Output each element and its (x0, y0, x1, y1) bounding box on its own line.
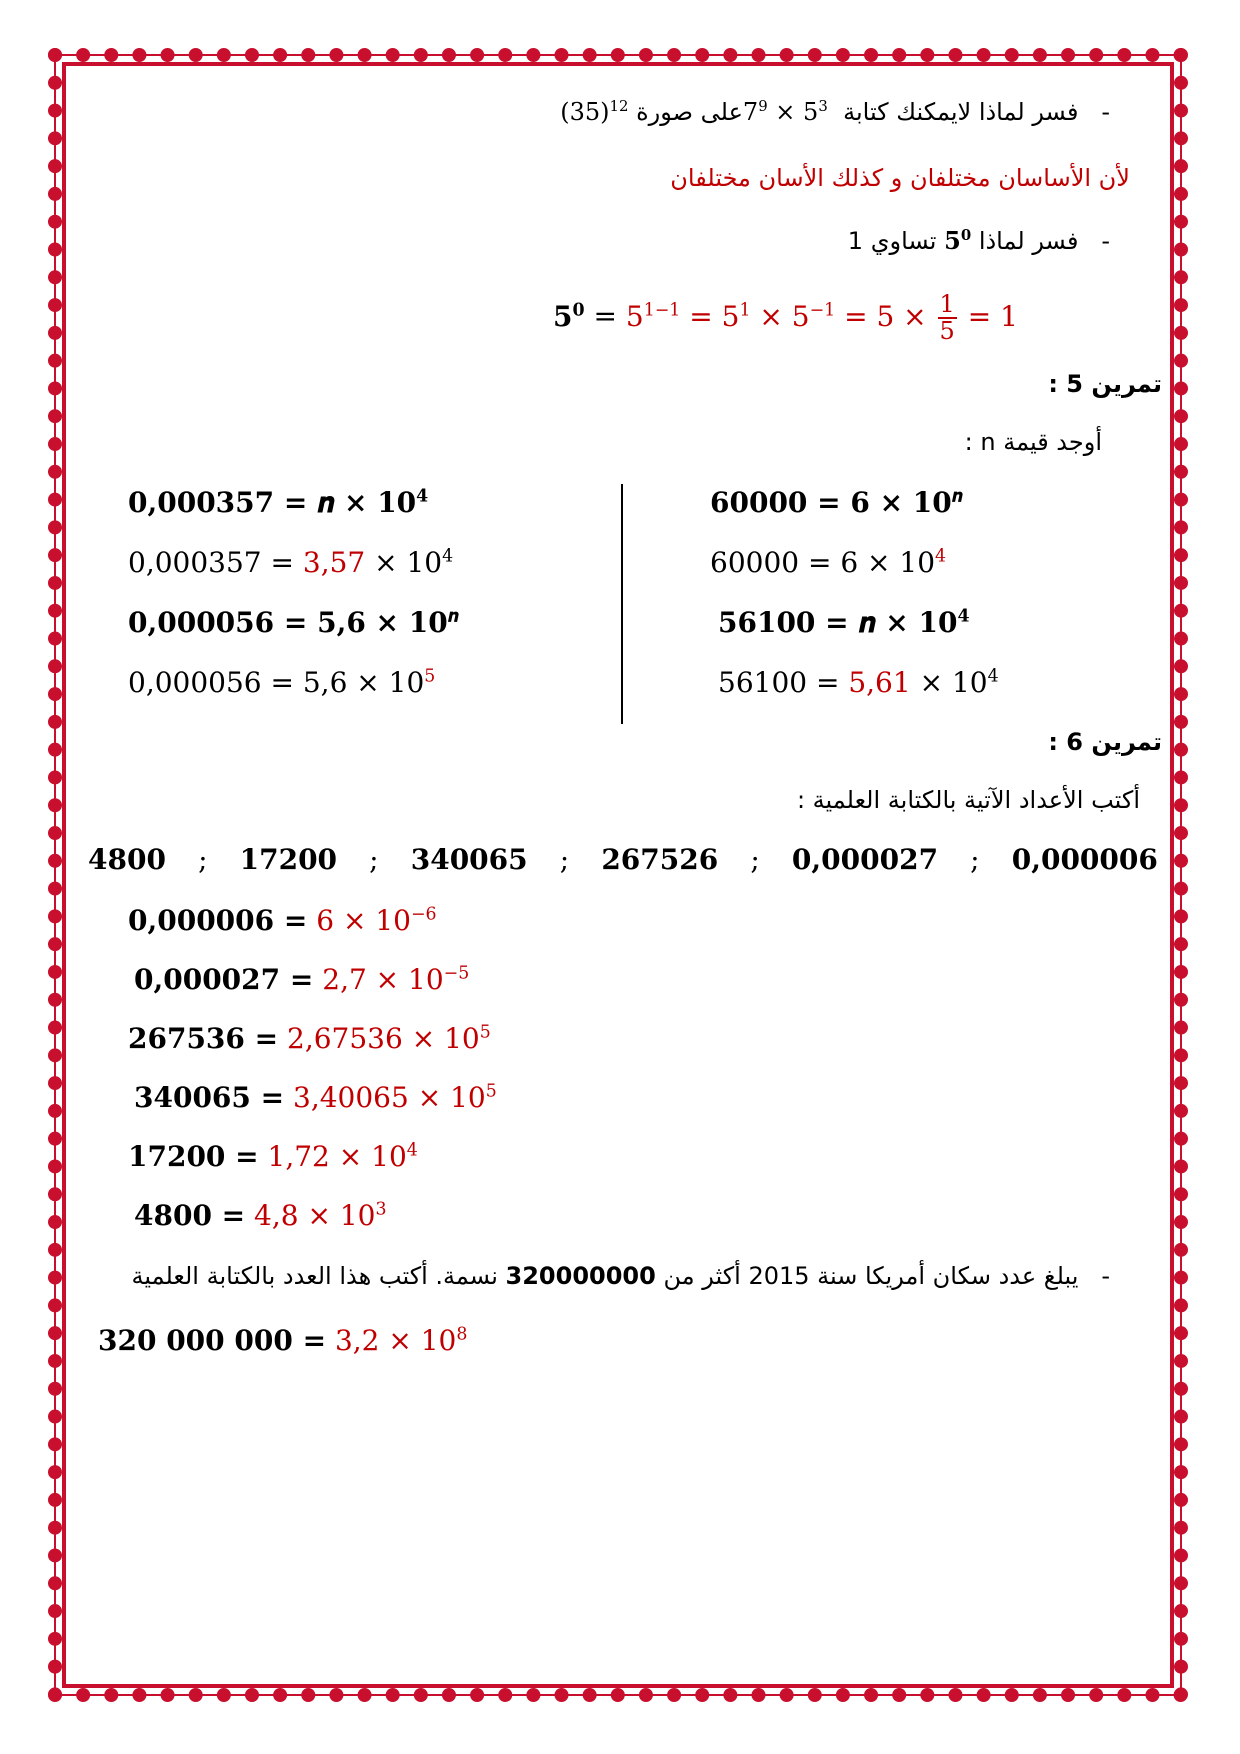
ex6-answer: $17200 = 1,72 \times 10^4$ (128, 1140, 418, 1173)
number-item: 17200 (239, 843, 338, 876)
fraction: $\frac{1}{5}$ (939, 290, 955, 346)
number-item: 0,000006 (1011, 843, 1158, 876)
ex5-right-a1: $60000 = 6 \times 10^4$ (710, 546, 947, 579)
numbers-list: 4800 ; 17200 ; 340065 ; 267526 ; 0,000027 ; 0,000006 (88, 843, 1158, 876)
ex5-right-q2: 56100 = 𝒏 × $10^4$ (718, 606, 970, 639)
ex6-answer: $267536 = 2,67536 \times 10^5$ (128, 1022, 491, 1055)
ex6-answer: $0,000006 = 6 \times 10^{-6}$ (128, 904, 437, 937)
question-text-2: على صورة (636, 98, 743, 126)
exercise-5-title: تمرين 5 : (1048, 370, 1162, 398)
exercise-5-instruction: أوجد قيمة n : (964, 428, 1102, 456)
ex6-answer: $4800 = 4,8 \times 10^3$ (134, 1199, 387, 1232)
ex5-left-a1: $0,000357 = 3,57 \times 10^4$ (128, 546, 454, 579)
number-item: 4800 (88, 843, 166, 876)
population-answer: 320 000 $000 = 3,2 \times 10^8$ (98, 1324, 468, 1357)
number-item: 0,000027 (791, 843, 939, 876)
ex6-answer: $340065 = 3,40065 \times 10^5$ (134, 1081, 497, 1114)
ex5-right-q1: $60000 = 6 \times 10^𝒏$ (710, 486, 963, 519)
question-text: فسر لماذا لايمكنك كتابة (843, 98, 1079, 126)
number-item: 267526 (601, 843, 719, 876)
ex6-answer: $0,000027 = 2,7 \times 10^{-5}$ (134, 963, 470, 996)
ex5-left-q1: 0,000357 = 𝒏 × $10^4$ (128, 486, 429, 519)
question-population: - يبلغ عدد سكان أمريكا سنة 2015 أكثر من 320000000 نسمة. أكتب هذا العدد بالكتابة العلمية (131, 1262, 1110, 1290)
question-zero-power: - فسر لماذا $5^0$ تساوي 1 (847, 225, 1110, 255)
bullet-dash: - (1101, 98, 1110, 126)
exercise-6-instruction: أكتب الأعداد الآتية بالكتابة العلمية : (796, 786, 1140, 814)
exercise-6-title: تمرين 6 : (1048, 728, 1162, 756)
answer-reason: لأن الأساسان مختلفان و كذلك الأسان مختلفان (670, 164, 1130, 192)
number-item: 340065 (410, 843, 528, 876)
question-explain-power: - فسر لماذا لايمكنك كتابة $7^9 \times 5^3$ على صورة $(35)^{12}$ (560, 96, 1110, 126)
zero-power-proof: $5^0 = 5^{1-1} = 5^1 \times 5^{-1} = 5$ × $\frac{1}{5}$ = 1 (553, 290, 1018, 346)
ex5-right-a2: $56100 = 5,61 \times 10^4$ (718, 666, 999, 699)
ex5-left-q2: $0,000056 = 5,6 \times 10^𝒏$ (128, 606, 459, 639)
column-divider (621, 484, 623, 724)
ex5-left-a2: $0,000056 = 5,6 \times 10^5$ (128, 666, 436, 699)
